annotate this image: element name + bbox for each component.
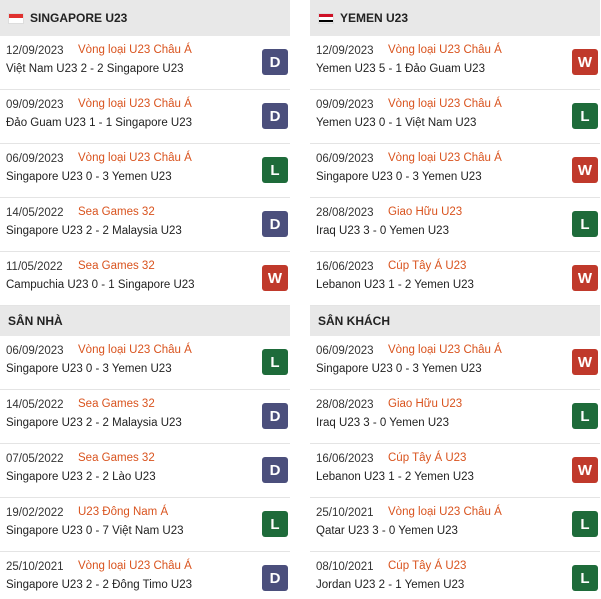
- away-matches-list: [310, 336, 600, 599]
- match-score: Yemen U23 5 - 1 Đảo Guam U23: [316, 63, 485, 75]
- match-score: Singapore U23 0 - 7 Việt Nam U23: [6, 525, 184, 537]
- match-row[interactable]: [0, 498, 290, 552]
- team-header: [310, 0, 600, 36]
- away-matches-header: [310, 306, 600, 336]
- result-badge: D: [262, 211, 288, 237]
- result-badge: L: [572, 511, 598, 537]
- match-score: Qatar U23 3 - 0 Yemen U23: [316, 525, 458, 537]
- match-row[interactable]: [0, 336, 290, 390]
- competition-name[interactable]: Vòng loại U23 Châu Á: [78, 44, 192, 56]
- match-score: Singapore U23 2 - 2 Malaysia U23: [6, 225, 182, 237]
- match-date: 12/09/2023: [6, 45, 64, 57]
- match-date: 28/08/2023: [316, 207, 374, 219]
- match-date: 19/02/2022: [6, 507, 64, 519]
- match-date: 14/05/2022: [6, 399, 64, 411]
- match-date: 08/10/2021: [316, 561, 374, 573]
- match-score: Đảo Guam U23 1 - 1 Singapore U23: [6, 117, 193, 129]
- match-score: Lebanon U23 1 - 2 Yemen U23: [316, 471, 474, 483]
- result-badge: D: [262, 49, 288, 75]
- yemen-column: [310, 0, 600, 599]
- competition-name[interactable]: U23 Đông Nam Á: [78, 506, 169, 518]
- singapore-flag-icon: [8, 13, 24, 24]
- result-badge: L: [572, 403, 598, 429]
- result-badge: L: [262, 349, 288, 375]
- match-date: 28/08/2023: [316, 399, 374, 411]
- result-badge: W: [572, 49, 598, 75]
- match-score: Iraq U23 3 - 0 Yemen U23: [316, 417, 449, 429]
- result-badge: L: [572, 565, 598, 591]
- match-score: Singapore U23 2 - 2 Đông Timo U23: [6, 579, 193, 591]
- result-badge: W: [572, 349, 598, 375]
- match-date: 09/09/2023: [6, 99, 64, 111]
- match-date: 06/09/2023: [6, 345, 64, 357]
- result-badge: L: [572, 211, 598, 237]
- match-row[interactable]: [310, 36, 600, 90]
- team-header: [0, 0, 290, 36]
- competition-name[interactable]: Vòng loại U23 Châu Á: [78, 344, 192, 356]
- team-name: YEMEN U23: [340, 11, 409, 25]
- match-row[interactable]: [310, 390, 600, 444]
- competition-name[interactable]: Giao Hữu U23: [388, 398, 463, 410]
- match-date: 16/06/2023: [316, 453, 374, 465]
- match-score: Singapore U23 0 - 3 Yemen U23: [316, 171, 482, 183]
- competition-name[interactable]: Vòng loại U23 Châu Á: [388, 344, 502, 356]
- competition-name[interactable]: Vòng loại U23 Châu Á: [78, 98, 192, 110]
- home-matches-list: [0, 336, 290, 599]
- match-date: 06/09/2023: [6, 153, 64, 165]
- match-date: 09/09/2023: [316, 99, 374, 111]
- result-badge: D: [262, 457, 288, 483]
- match-row[interactable]: [310, 90, 600, 144]
- result-badge: L: [572, 103, 598, 129]
- match-score: Singapore U23 0 - 3 Yemen U23: [6, 363, 172, 375]
- match-row[interactable]: [0, 144, 290, 198]
- match-row[interactable]: [0, 390, 290, 444]
- match-score: Jordan U23 2 - 1 Yemen U23: [316, 579, 465, 591]
- result-badge: W: [262, 265, 288, 291]
- match-date: 25/10/2021: [316, 507, 374, 519]
- competition-name[interactable]: Vòng loại U23 Châu Á: [388, 98, 502, 110]
- competition-name[interactable]: Vòng loại U23 Châu Á: [78, 152, 192, 164]
- competition-name[interactable]: Cúp Tây Á U23: [388, 260, 467, 272]
- match-score: Singapore U23 2 - 2 Malaysia U23: [6, 417, 182, 429]
- recent-matches-list: [0, 36, 290, 306]
- singapore-column: [0, 0, 290, 599]
- match-row[interactable]: [310, 444, 600, 498]
- sub-header-title: SÂN NHÀ: [8, 314, 63, 328]
- match-score: Singapore U23 0 - 3 Yemen U23: [6, 171, 172, 183]
- match-date: 11/05/2022: [6, 261, 63, 273]
- match-date: 16/06/2023: [316, 261, 374, 273]
- match-score: Singapore U23 0 - 3 Yemen U23: [316, 363, 482, 375]
- result-badge: D: [262, 403, 288, 429]
- result-badge: D: [262, 565, 288, 591]
- match-date: 06/09/2023: [316, 153, 374, 165]
- match-score: Yemen U23 0 - 1 Việt Nam U23: [316, 117, 477, 129]
- competition-name[interactable]: Giao Hữu U23: [388, 206, 463, 218]
- match-row[interactable]: [0, 444, 290, 498]
- match-row[interactable]: [310, 144, 600, 198]
- match-row[interactable]: [0, 198, 290, 252]
- match-row[interactable]: [0, 90, 290, 144]
- match-score: Lebanon U23 1 - 2 Yemen U23: [316, 279, 474, 291]
- competition-name[interactable]: Vòng loại U23 Châu Á: [78, 560, 192, 572]
- match-score: Campuchia U23 0 - 1 Singapore U23: [6, 279, 195, 291]
- match-date: 07/05/2022: [6, 453, 64, 465]
- result-badge: L: [262, 157, 288, 183]
- result-badge: W: [572, 157, 598, 183]
- result-badge: W: [572, 265, 598, 291]
- match-date: 06/09/2023: [316, 345, 374, 357]
- yemen-flag-icon: [318, 13, 334, 24]
- match-row[interactable]: [310, 336, 600, 390]
- match-date: 14/05/2022: [6, 207, 64, 219]
- result-badge: W: [572, 457, 598, 483]
- competition-name[interactable]: Cúp Tây Á U23: [388, 560, 467, 572]
- competition-name[interactable]: Sea Games 32: [78, 206, 155, 218]
- competition-name[interactable]: Sea Games 32: [78, 260, 155, 272]
- match-row[interactable]: [0, 252, 290, 306]
- match-score: Việt Nam U23 2 - 2 Singapore U23: [6, 63, 184, 75]
- competition-name[interactable]: Sea Games 32: [78, 398, 155, 410]
- home-matches-header: [0, 306, 290, 336]
- match-row[interactable]: [310, 498, 600, 552]
- competition-name[interactable]: Vòng loại U23 Châu Á: [388, 506, 502, 518]
- match-row[interactable]: [310, 198, 600, 252]
- competition-name[interactable]: Vòng loại U23 Châu Á: [388, 44, 502, 56]
- match-row[interactable]: [0, 36, 290, 90]
- team-name: SINGAPORE U23: [30, 11, 128, 25]
- result-badge: D: [262, 103, 288, 129]
- result-badge: L: [262, 511, 288, 537]
- match-date: 12/09/2023: [316, 45, 374, 57]
- match-score: Singapore U23 2 - 2 Lào U23: [6, 471, 156, 483]
- match-row[interactable]: [310, 252, 600, 306]
- competition-name[interactable]: Cúp Tây Á U23: [388, 452, 467, 464]
- match-row[interactable]: [310, 552, 600, 599]
- competition-name[interactable]: Vòng loại U23 Châu Á: [388, 152, 502, 164]
- sub-header-title: SÂN KHÁCH: [318, 314, 390, 328]
- match-score: Iraq U23 3 - 0 Yemen U23: [316, 225, 449, 237]
- match-row[interactable]: [0, 552, 290, 599]
- match-date: 25/10/2021: [6, 561, 64, 573]
- competition-name[interactable]: Sea Games 32: [78, 452, 155, 464]
- recent-matches-list: [310, 36, 600, 306]
